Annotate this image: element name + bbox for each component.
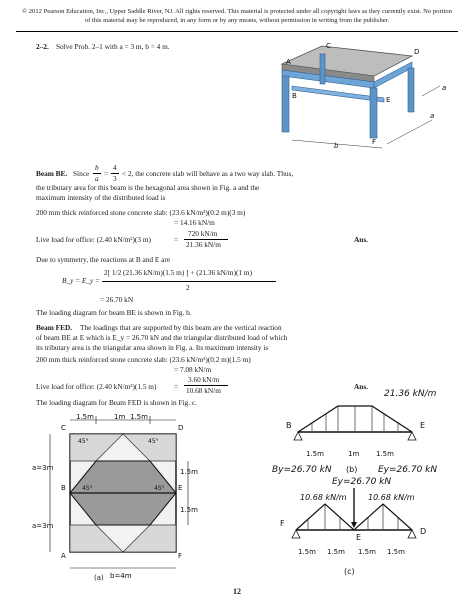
frac-3: 3 [113,174,117,183]
fig-c-span-1: 1.5m [298,548,316,556]
be-slab-label: 200 mm thick reinforced stone concrete slab: (23.6 kN/m³)(0.2 m)(3 m) [36,208,246,217]
figure-b-beam-be [272,384,462,484]
dim-right-2: 1.5m [180,506,198,514]
fig-c-load-left: 10.68 kN/m [300,493,347,502]
since-suffix: < 2, the concrete slab will behave as a two way slab. Thus, [122,169,294,178]
dim-bottom: b=4m [110,572,132,580]
fig-b-span-2: 1m [348,450,360,458]
point-b: B [61,484,66,492]
dim-b: b [334,142,339,150]
column-d [408,68,414,112]
header-rule [16,31,458,32]
copyright-notice: © 2012 Pearson Education, Inc., Upper Saddle River, NJ. All rights reserved. This material is protected under all copyright laws as they currently exist. No portion of this material may be reproduced, in any form or by any means, without permission in writing from the publisher. [22,8,452,24]
frac-a: a [95,174,99,183]
dim-top-2: 1m [114,413,126,421]
fed-live-label: Live load for office: (2.40 kN/m²)(1.5 m) [36,382,157,391]
dim-top-3: 1.5m [130,413,148,421]
fed-total-value: 10.68 kN/m [186,386,221,395]
angle-4: 45° [154,485,165,492]
fig-b-reaction-e: Ey=26.70 kN [378,465,438,475]
dim-left-2: a=3m [32,522,54,530]
fig-c-span-2: 1.5m [327,548,345,556]
fig-b-load: 21.36 kN/m [384,389,437,399]
fig-c-point-f: F [280,519,285,528]
dim-left-1: a=3m [32,464,54,472]
beam-fed-text2: of beam BE at E which is E_y = 26.70 kN and the triangular distributed load of which [36,333,288,342]
beam-be-heading: Beam BE. [36,169,68,178]
fig-c-point-d: D [420,527,427,536]
be-live-eq: = [174,235,179,244]
label-d: D [414,48,420,56]
structure-3d-figure [262,40,458,150]
label-f: F [372,138,377,146]
beam-fed-heading: Beam FED. [36,323,73,332]
label-e: E [386,96,391,104]
fig-c-span-3: 1.5m [358,548,376,556]
be-total-value: 21.36 kN/m [186,240,221,249]
label-b: B [292,92,297,100]
reaction-result: = 26.70 kN [100,295,134,304]
reaction-lhs: B_y = E_y = [62,276,101,285]
fed-live-value: 3.60 kN/m [188,375,220,384]
fig-b-span-1: 1.5m [306,450,324,458]
fig-c-point-e: E [356,533,362,542]
angle-3: 45° [82,485,93,492]
dim-a1: a [430,112,435,120]
frac-b: b [95,163,99,172]
figure-c-beam-fed [272,474,462,580]
be-loading-ref: The loading diagram for beam BE is shown in Fig. b. [36,308,192,317]
fed-slab-label: 200 mm thick reinforced stone concrete slab: (23.6 kN/m³)(0.2 m)(1.5 m) [36,355,251,364]
fed-loading-ref: The loading diagram for Beam FED is shown in Fig. c. [36,398,197,407]
frac-4: 4 [113,163,117,172]
symmetry-text: Due to symmetry, the reactions at B and E are [36,255,171,264]
label-a: A [286,58,291,66]
dim-top-1: 1.5m [76,413,94,421]
fig-b-span-3: 1.5m [376,450,394,458]
fig-c-point-load: Ey=26.70 kN [332,477,392,487]
fig-b-reaction-b: By=26.70 kN [272,465,332,475]
fed-live-eq: = [174,382,179,391]
fig-a-caption: (a) [94,574,104,582]
beam-be-text3: maximum intensity of the distributed load is [36,193,166,202]
point-c: C [61,424,66,432]
be-slab-value: = 14.16 kN/m [174,218,215,227]
fed-ans: Ans. [354,382,368,391]
beam-fed-text1: The loadings that are supported by this beam are the vertical reaction [80,323,282,332]
dim-a2: a [442,84,447,92]
page-number: 12 [233,587,241,596]
point-d: D [178,424,184,432]
equals-sign: = [104,169,109,178]
column-c [320,54,325,84]
point-e: E [178,484,183,492]
fig-b-caption: (b) [346,465,358,474]
be-live-value: 720 kN/m [188,229,218,238]
problem-statement: Solve Prob. 2–1 with a = 3 m, b = 4 m. [56,42,170,51]
beam-be-text2: the tributary area for this beam is the hexagonal area shown in Fig. a and the [36,183,260,192]
label-c: C [326,42,331,50]
point-f: F [178,552,183,560]
column-a [282,76,289,132]
dim-right-1: 1.5m [180,468,198,476]
be-live-label: Live load for office: (2.40 kN/m²)(3 m) [36,235,151,244]
fig-c-caption: (c) [344,567,355,576]
reaction-numerator: 2[ 1/2 (21.36 kN/m)(1.5 m) ] + (21.36 kN/m)(1 m) [104,268,253,277]
point-a: A [61,552,66,560]
figure-a-tributary [30,412,210,582]
fig-c-span-4: 1.5m [387,548,405,556]
fig-b-point-e: E [420,421,426,430]
column-f [370,88,377,138]
beam-fed-text3: its tributary area is the triangular area shown in Fig. a. Its maximum intensity is [36,343,269,352]
reaction-denominator: 2 [186,283,190,292]
problem-number: 2–2. [36,42,49,51]
fed-slab-value: = 7.08 kN/m [174,365,212,374]
angle-2: 45° [148,438,159,445]
fig-b-point-b: B [286,421,292,430]
since-prefix: Since [73,169,90,178]
fig-c-load-right: 10.68 kN/m [368,493,415,502]
be-ans: Ans. [354,235,368,244]
angle-1: 45° [78,438,89,445]
